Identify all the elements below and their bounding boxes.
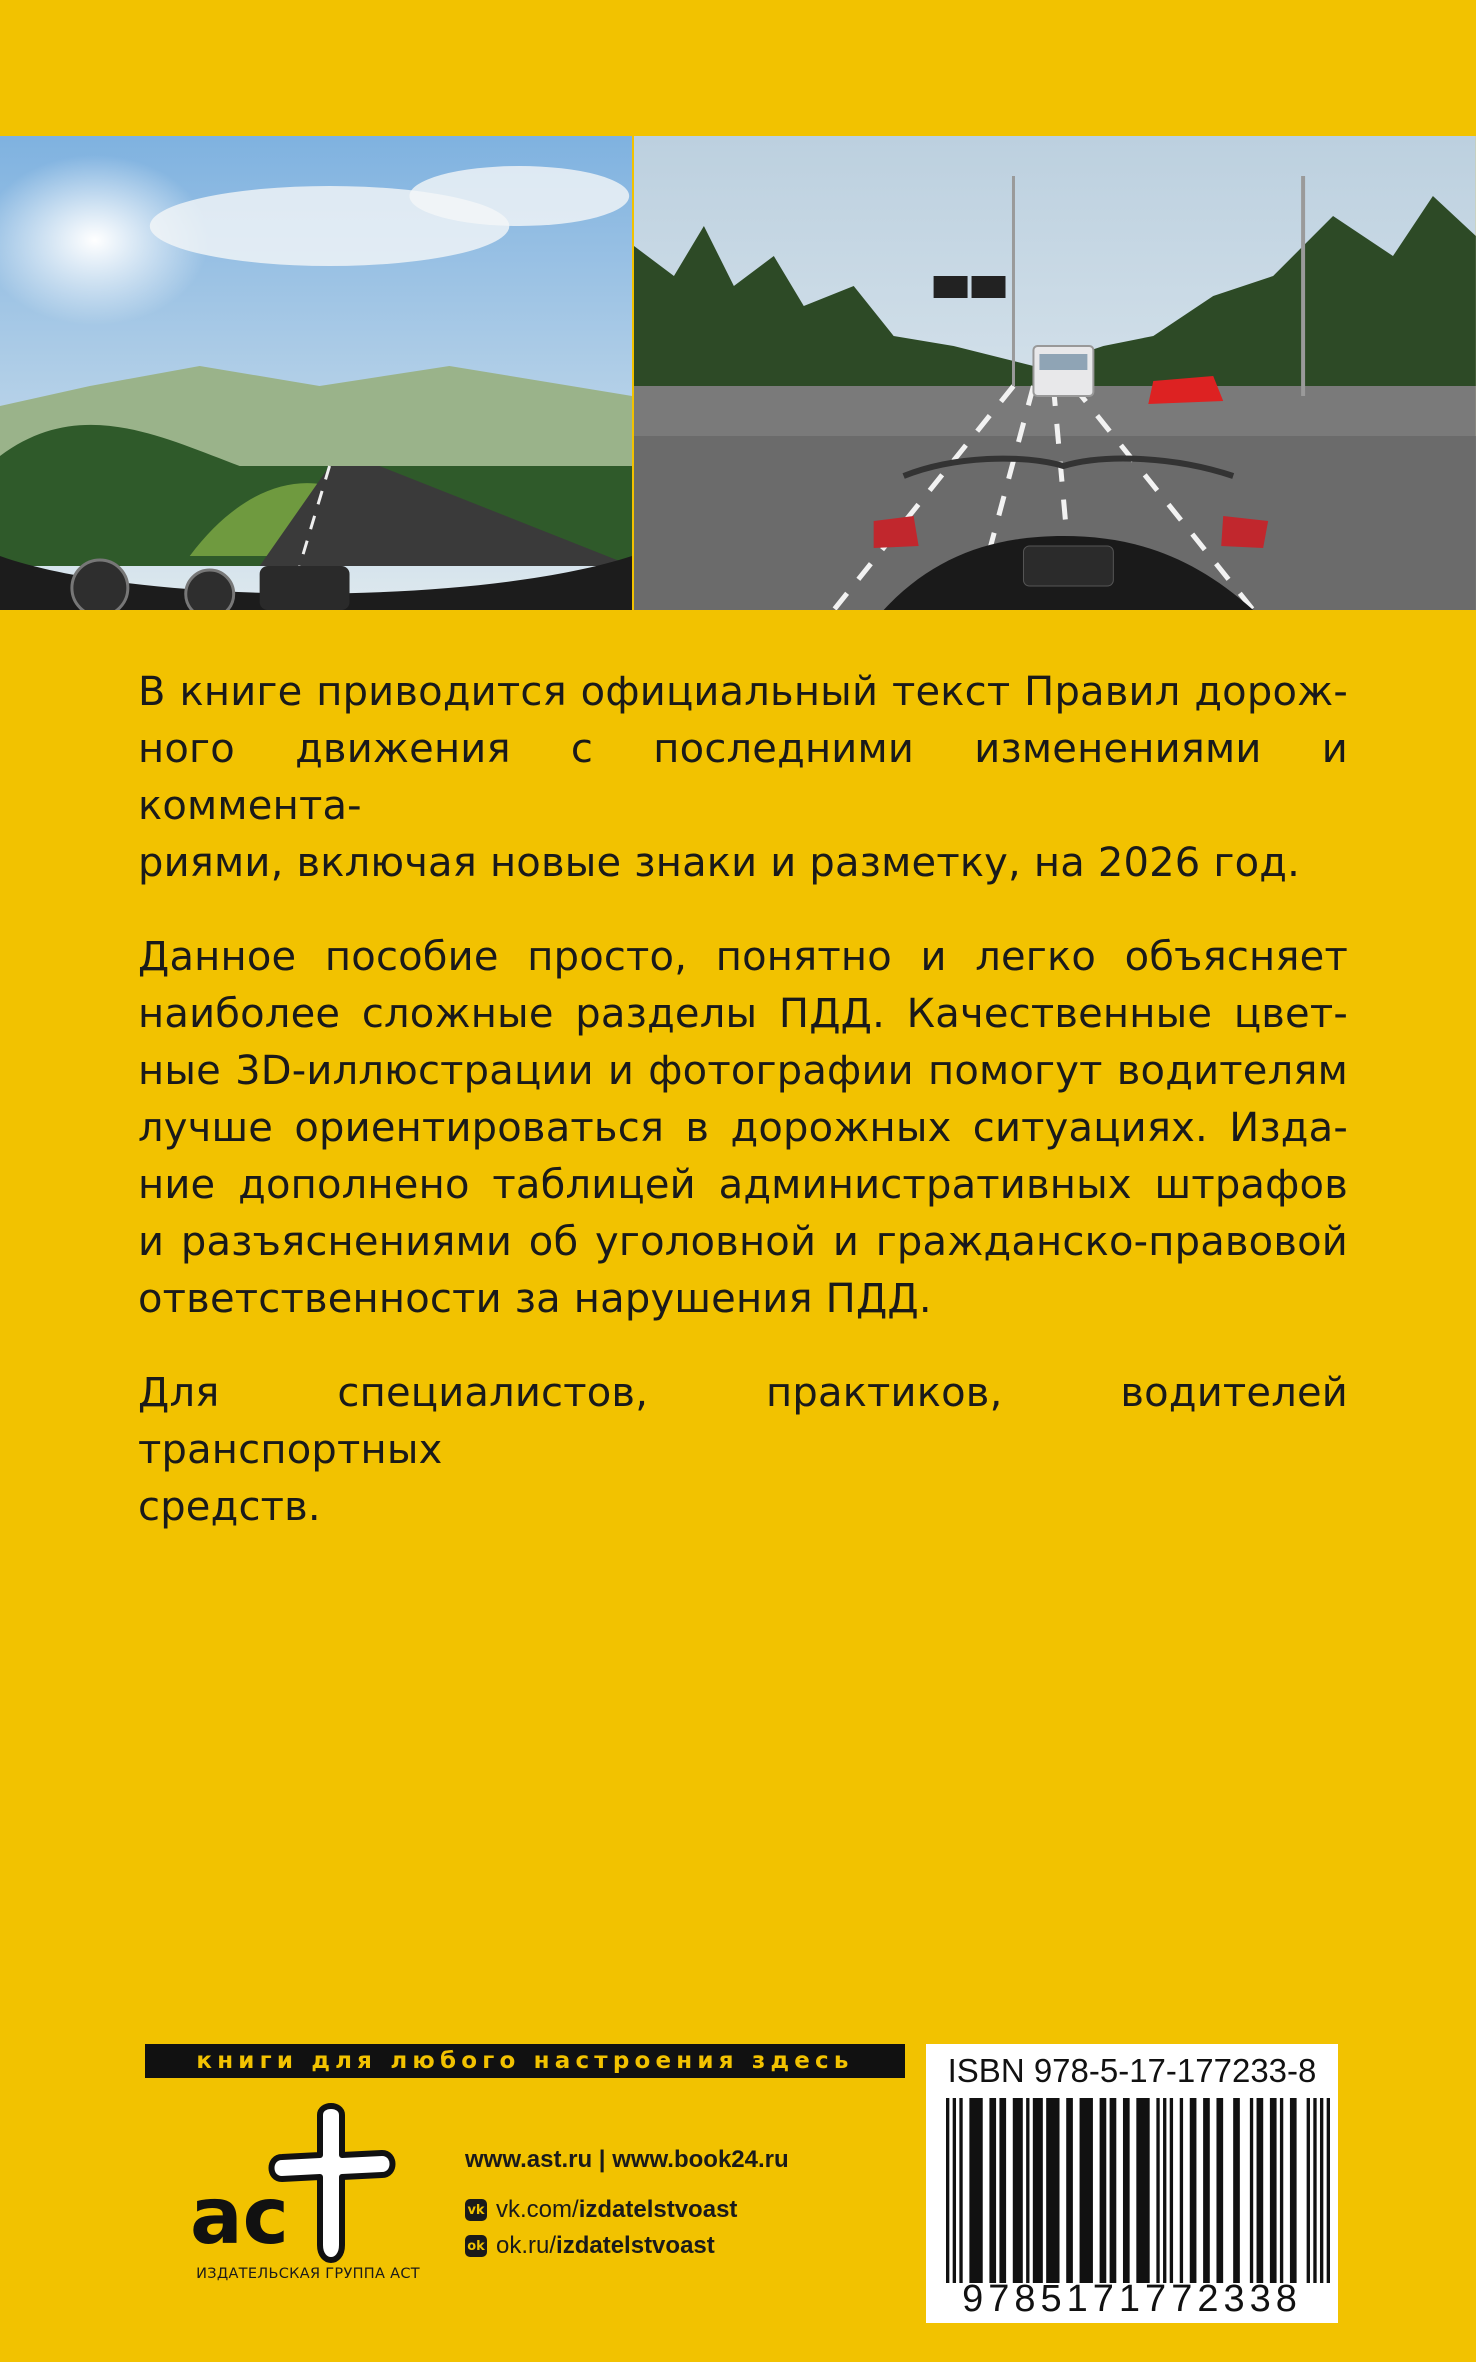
barcode-bar [1163,2098,1166,2283]
barcode-bar [1180,2098,1183,2283]
barcode-bar [946,2098,949,2283]
ok-link[interactable] [465,2232,715,2260]
paragraph-2 [138,929,1348,1328]
description [138,664,1348,1573]
text-line: ного движения с последними изменениями и коммента- [138,726,1348,829]
text-line: средств. [138,1484,321,1530]
paragraph-3 [138,1365,1348,1536]
barcode-bar [1320,2098,1323,2283]
ok-prefix: ok.ru/ [496,2232,557,2259]
barcode-bar [1136,2098,1149,2283]
vk-handle: izdatelstvoast [578,2196,738,2223]
barcode-bar [1270,2098,1277,2283]
barcode-panel [926,2044,1338,2323]
vk-prefix: vk.com/ [496,2196,579,2223]
ok-handle: izdatelstvoast [556,2232,715,2259]
barcode-bar [1026,2098,1029,2283]
barcode-bar [1033,2098,1043,2283]
text-line: лучше ориентироваться в дорожных ситуациях. Изда- [138,1105,1348,1151]
paragraph-1 [138,664,1348,892]
text-line: ние дополнено таблицей административных штрафов [138,1162,1348,1208]
text-line: риями, включая новые знаки и разметку, на 2026 год. [138,840,1301,886]
barcode-bar [1080,2098,1093,2283]
ok-icon: ok [465,2235,487,2257]
barcode-bar [1257,2098,1264,2283]
text-line: и разъяснениями об уголовной и гражданско-правовой [138,1219,1348,1265]
text-line: ные 3D-иллюстрации и фотографии помогут водителям [138,1048,1348,1094]
barcode-bar [1190,2098,1197,2283]
barcode-bar [999,2098,1006,2283]
barcode-bar [1203,2098,1210,2283]
svg-text:ac: ac [190,2172,289,2262]
mountain-road-photo [0,136,632,610]
barcode-bars [942,2098,1334,2283]
barcode-bar [1013,2098,1023,2283]
barcode-bar [1280,2098,1283,2283]
barcode-bar [1307,2098,1310,2283]
barcode-bar [1216,2098,1223,2283]
barcode-bar [1250,2098,1253,2283]
barcode-bar [1327,2098,1330,2283]
barcode-bar [959,2098,962,2283]
barcode-bar [1046,2098,1059,2283]
text-line: ответственности за нарушения ПДД. [138,1276,932,1322]
barcode-bar [1233,2098,1240,2283]
text-line: наиболее сложные разделы ПДД. Качественные цвет- [138,991,1348,1037]
barcode-bar [953,2098,956,2283]
ast-logo [170,2095,440,2275]
ean-digits: 9785171772338 [962,2278,1302,2320]
websites-link[interactable]: www.ast.ru | www.book24.ru [465,2146,789,2173]
highway-motorcycle-photo [634,136,1476,610]
isbn-label: ISBN 978-5-17-177233-8 [947,2052,1317,2089]
barcode-bar [1313,2098,1316,2283]
vk-link[interactable] [465,2196,737,2224]
barcode-bar [969,2098,982,2283]
barcode-bar [1100,2098,1107,2283]
text-line: В книге приводится официальный текст Правил дорож- [138,669,1348,715]
barcode-bar [1123,2098,1130,2283]
photo-strip [0,136,1476,610]
barcode-bar [1110,2098,1117,2283]
vk-icon: vk [465,2199,487,2221]
barcode-bar [1156,2098,1159,2283]
tagline-bar: книги для любого настроения здесь [145,2044,905,2078]
barcode-bar [1170,2098,1173,2283]
text-line: Для специалистов, практиков, водителей транспортных [138,1370,1348,1473]
barcode-bar [1066,2098,1073,2283]
barcode-bar [1290,2098,1297,2283]
publisher-caption: ИЗДАТЕЛЬСКАЯ ГРУППА АСТ [196,2266,420,2282]
barcode-bar [989,2098,996,2283]
text-line: Данное пособие просто, понятно и легко объясняет [138,934,1348,980]
